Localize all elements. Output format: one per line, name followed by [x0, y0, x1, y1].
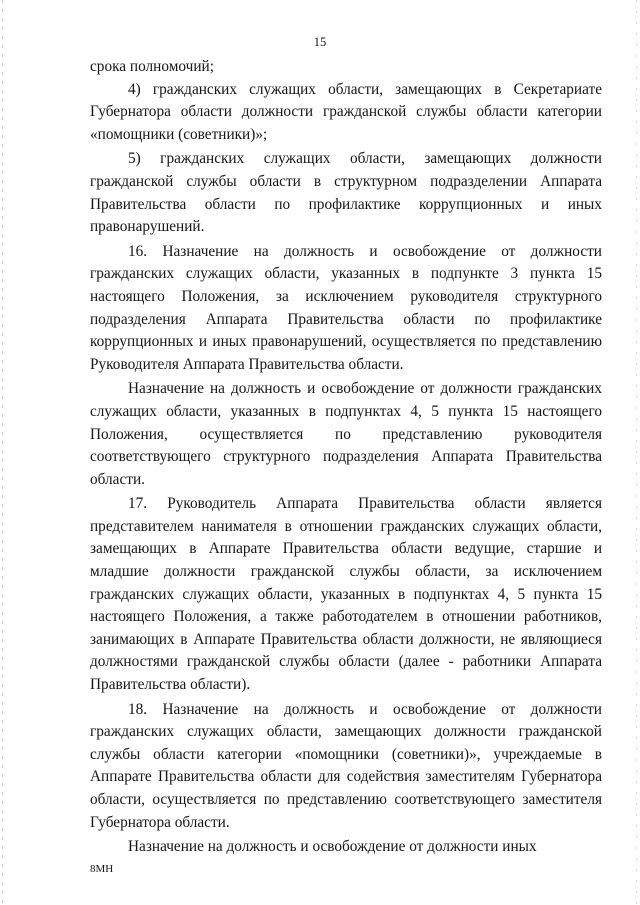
scan-edge-right — [636, 0, 637, 905]
scan-edge-left — [2, 0, 3, 905]
clause-18: 18. Назначение на должность и освобождение от должности гражданских служащих области, замещающих должности гражданской службы области категории «помощники (советники)», учреждаемые в Аппарате Правительства области для содействия заместителям Губернатора области, осуществляется по представлению соответствующего заместителя Губернатора области. — [90, 700, 602, 831]
clause-16-appointment: Назначение на должность и освобождение от должности гражданских служащих области, указанных в подпунктах 4, 5 пункта 15 настоящего Положения, осуществляется по представлению руководителя соответствующего структурного подразделения Аппарата Правительства области. — [90, 380, 602, 488]
document-body — [90, 56, 602, 859]
page-number: 15 — [313, 35, 327, 49]
list-item-5: 5) гражданских служащих области, замещающих должности гражданской службы области в структурном подразделении Аппарата Правительства области по профилактике коррупционных и иных правонарушений. — [90, 150, 602, 236]
clause-16: 16. Назначение на должность и освобождение от должности гражданских служащих области, указанных в подпункте 3 пункта 15 настоящего Положения, за исключением руководителя структурного подразделения Аппарата Правительства области по профилактике коррупционных и иных правонарушений, осуществляется по представлению Руководителя Аппарата Правительства области. — [90, 242, 602, 373]
clause-17: 17. Руководитель Аппарата Правительства области является представителем нанимателя в отношении гражданских служащих области, замещающих в Аппарате Правительства области ведущие, старшие и младшие должности гражданской службы области, за исключением гражданских служащих области, указанных в подпунктах 4, 5 пункта 15 настоящего Положения, а также работодателем в отношении работников, занимающих в Аппарате Правительства области должности, не являющиеся должностями гражданской службы области (далее - работники Аппарата Правительства области). — [90, 495, 602, 694]
list-item-4: 4) гражданских служащих области, замещающих в Секретариате Губернатора области должности гражданской службы области категории «помощники (советники)»; — [90, 80, 602, 143]
paragraph-continuation: срока полномочий; — [90, 58, 214, 75]
clause-18-appointment: Назначение на должность и освобождение от должности иных — [128, 838, 537, 856]
document-footer-code: 8МН — [90, 863, 114, 875]
